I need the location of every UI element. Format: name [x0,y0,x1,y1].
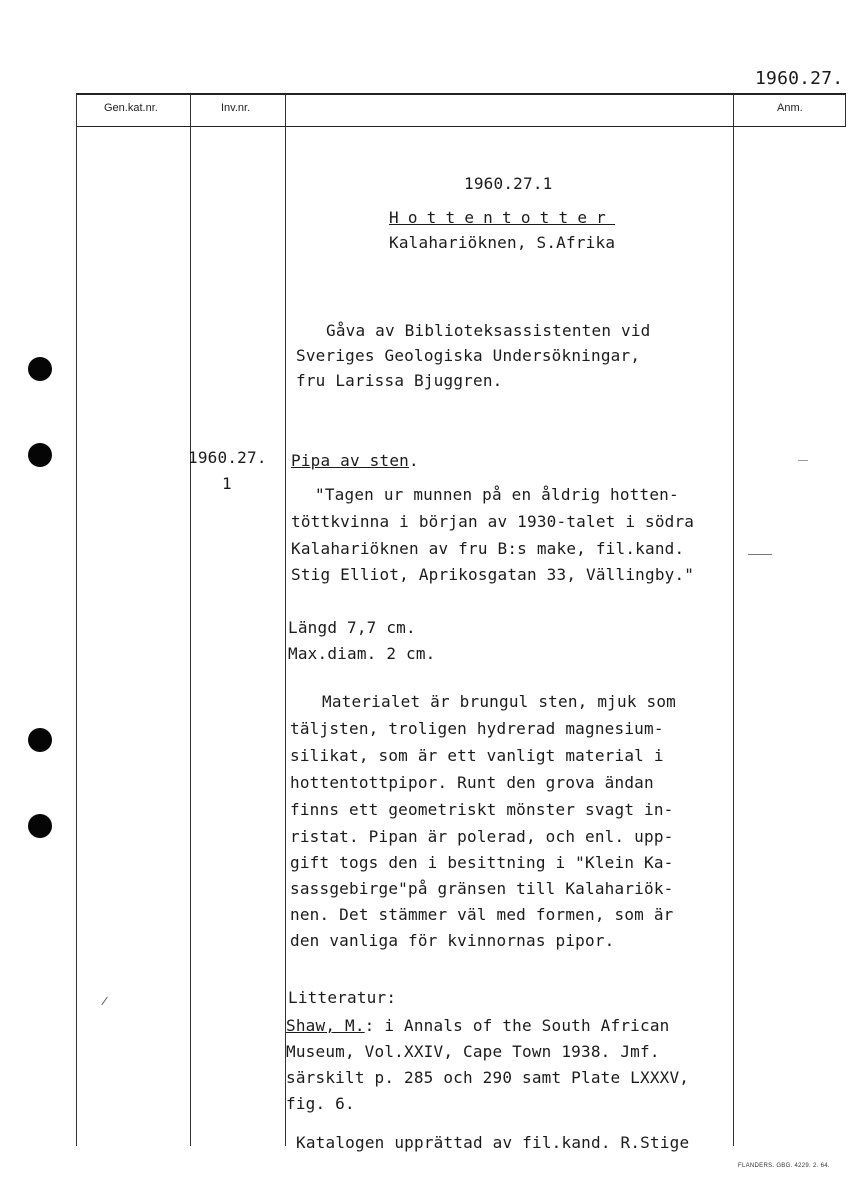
donation-line: Sveriges Geologiska Undersökningar, [296,346,641,365]
literature-line: Museum, Vol.XXIV, Cape Town 1938. Jmf. [286,1042,660,1061]
description-line: silikat, som är ett vanligt material i [290,746,664,765]
header-anm: Anm. [777,102,803,114]
object-name: Pipa av sten [291,451,409,470]
quote-line: Kalahariöknen av fru B:s make, fil.kand. [291,539,685,558]
donation-line: Gåva av Biblioteksassistenten vid [326,321,651,340]
description-line: gift togs den i besittning i "Klein Ka- [290,853,674,872]
quote-line: "Tagen ur munnen på en åldrig hotten- [315,485,679,504]
literature-line: fig. 6. [286,1094,355,1113]
literature-line: särskilt p. 285 och 290 samt Plate LXXXV, [286,1068,690,1087]
description-line: Materialet är brungul sten, mjuk som [322,692,676,711]
column-divider-text-anm [733,94,734,1146]
header-inv-nr: Inv.nr. [221,102,251,114]
margin-dash [748,554,772,555]
margin-tick [101,997,108,1006]
measurement-diameter: Max.diam. 2 cm. [288,644,436,663]
description-line: finns ett geometriskt mönster svagt in- [290,800,674,819]
description-line: ristat. Pipan är polerad, och enl. upp- [290,827,674,846]
description-line: hottentottpipor. Runt den grova ändan [290,773,654,792]
column-divider-gen-inv [190,94,191,1146]
quote-line: töttkvinna i början av 1930-talet i södra [291,512,695,531]
entry-title: Hottentotter [389,208,615,227]
punch-hole [28,443,52,467]
punch-hole [28,728,52,752]
punch-hole [28,357,52,381]
printer-mark: FLANDERS. GBG. 4229. 2. 64. [738,1163,830,1169]
inventory-number-sub: 1 [222,474,232,493]
description-line: den vanliga för kvinnornas pipor. [290,931,615,950]
cataloguer-line: Katalogen upprättad av fil.kand. R.Stige [296,1133,690,1152]
margin-dash [798,460,808,461]
description-line: nen. Det stämmer väl med formen, som är [290,905,674,924]
object-name-line [291,451,419,470]
punch-hole [28,814,52,838]
left-border [76,94,77,1146]
column-divider-inv-text [285,94,286,1146]
literature-heading: Litteratur: [288,988,397,1007]
measurement-length: Längd 7,7 cm. [288,618,416,637]
header-bottom-rule [76,126,846,127]
quote-line: Stig Elliot, Aprikosgatan 33, Vällingby." [291,565,695,584]
inventory-number: 1960.27. [188,448,267,467]
page-number: 1960.27. [755,68,844,89]
description-line: täljsten, troligen hydrerad magnesium- [290,719,664,738]
right-border [845,94,846,126]
literature-author: Shaw, M. [286,1016,365,1035]
literature-line: Shaw, M.: i Annals of the South African [286,1016,670,1035]
header-top-rule [76,93,846,95]
object-name-suffix: . [409,451,419,470]
header-gen-kat-nr: Gen.kat.nr. [104,102,158,114]
entry-number: 1960.27.1 [464,174,553,193]
entry-location: Kalahariöknen, S.Afrika [389,233,616,252]
description-line: sassgebirge"på gränsen till Kalahariök- [290,879,674,898]
donation-line: fru Larissa Bjuggren. [296,371,503,390]
